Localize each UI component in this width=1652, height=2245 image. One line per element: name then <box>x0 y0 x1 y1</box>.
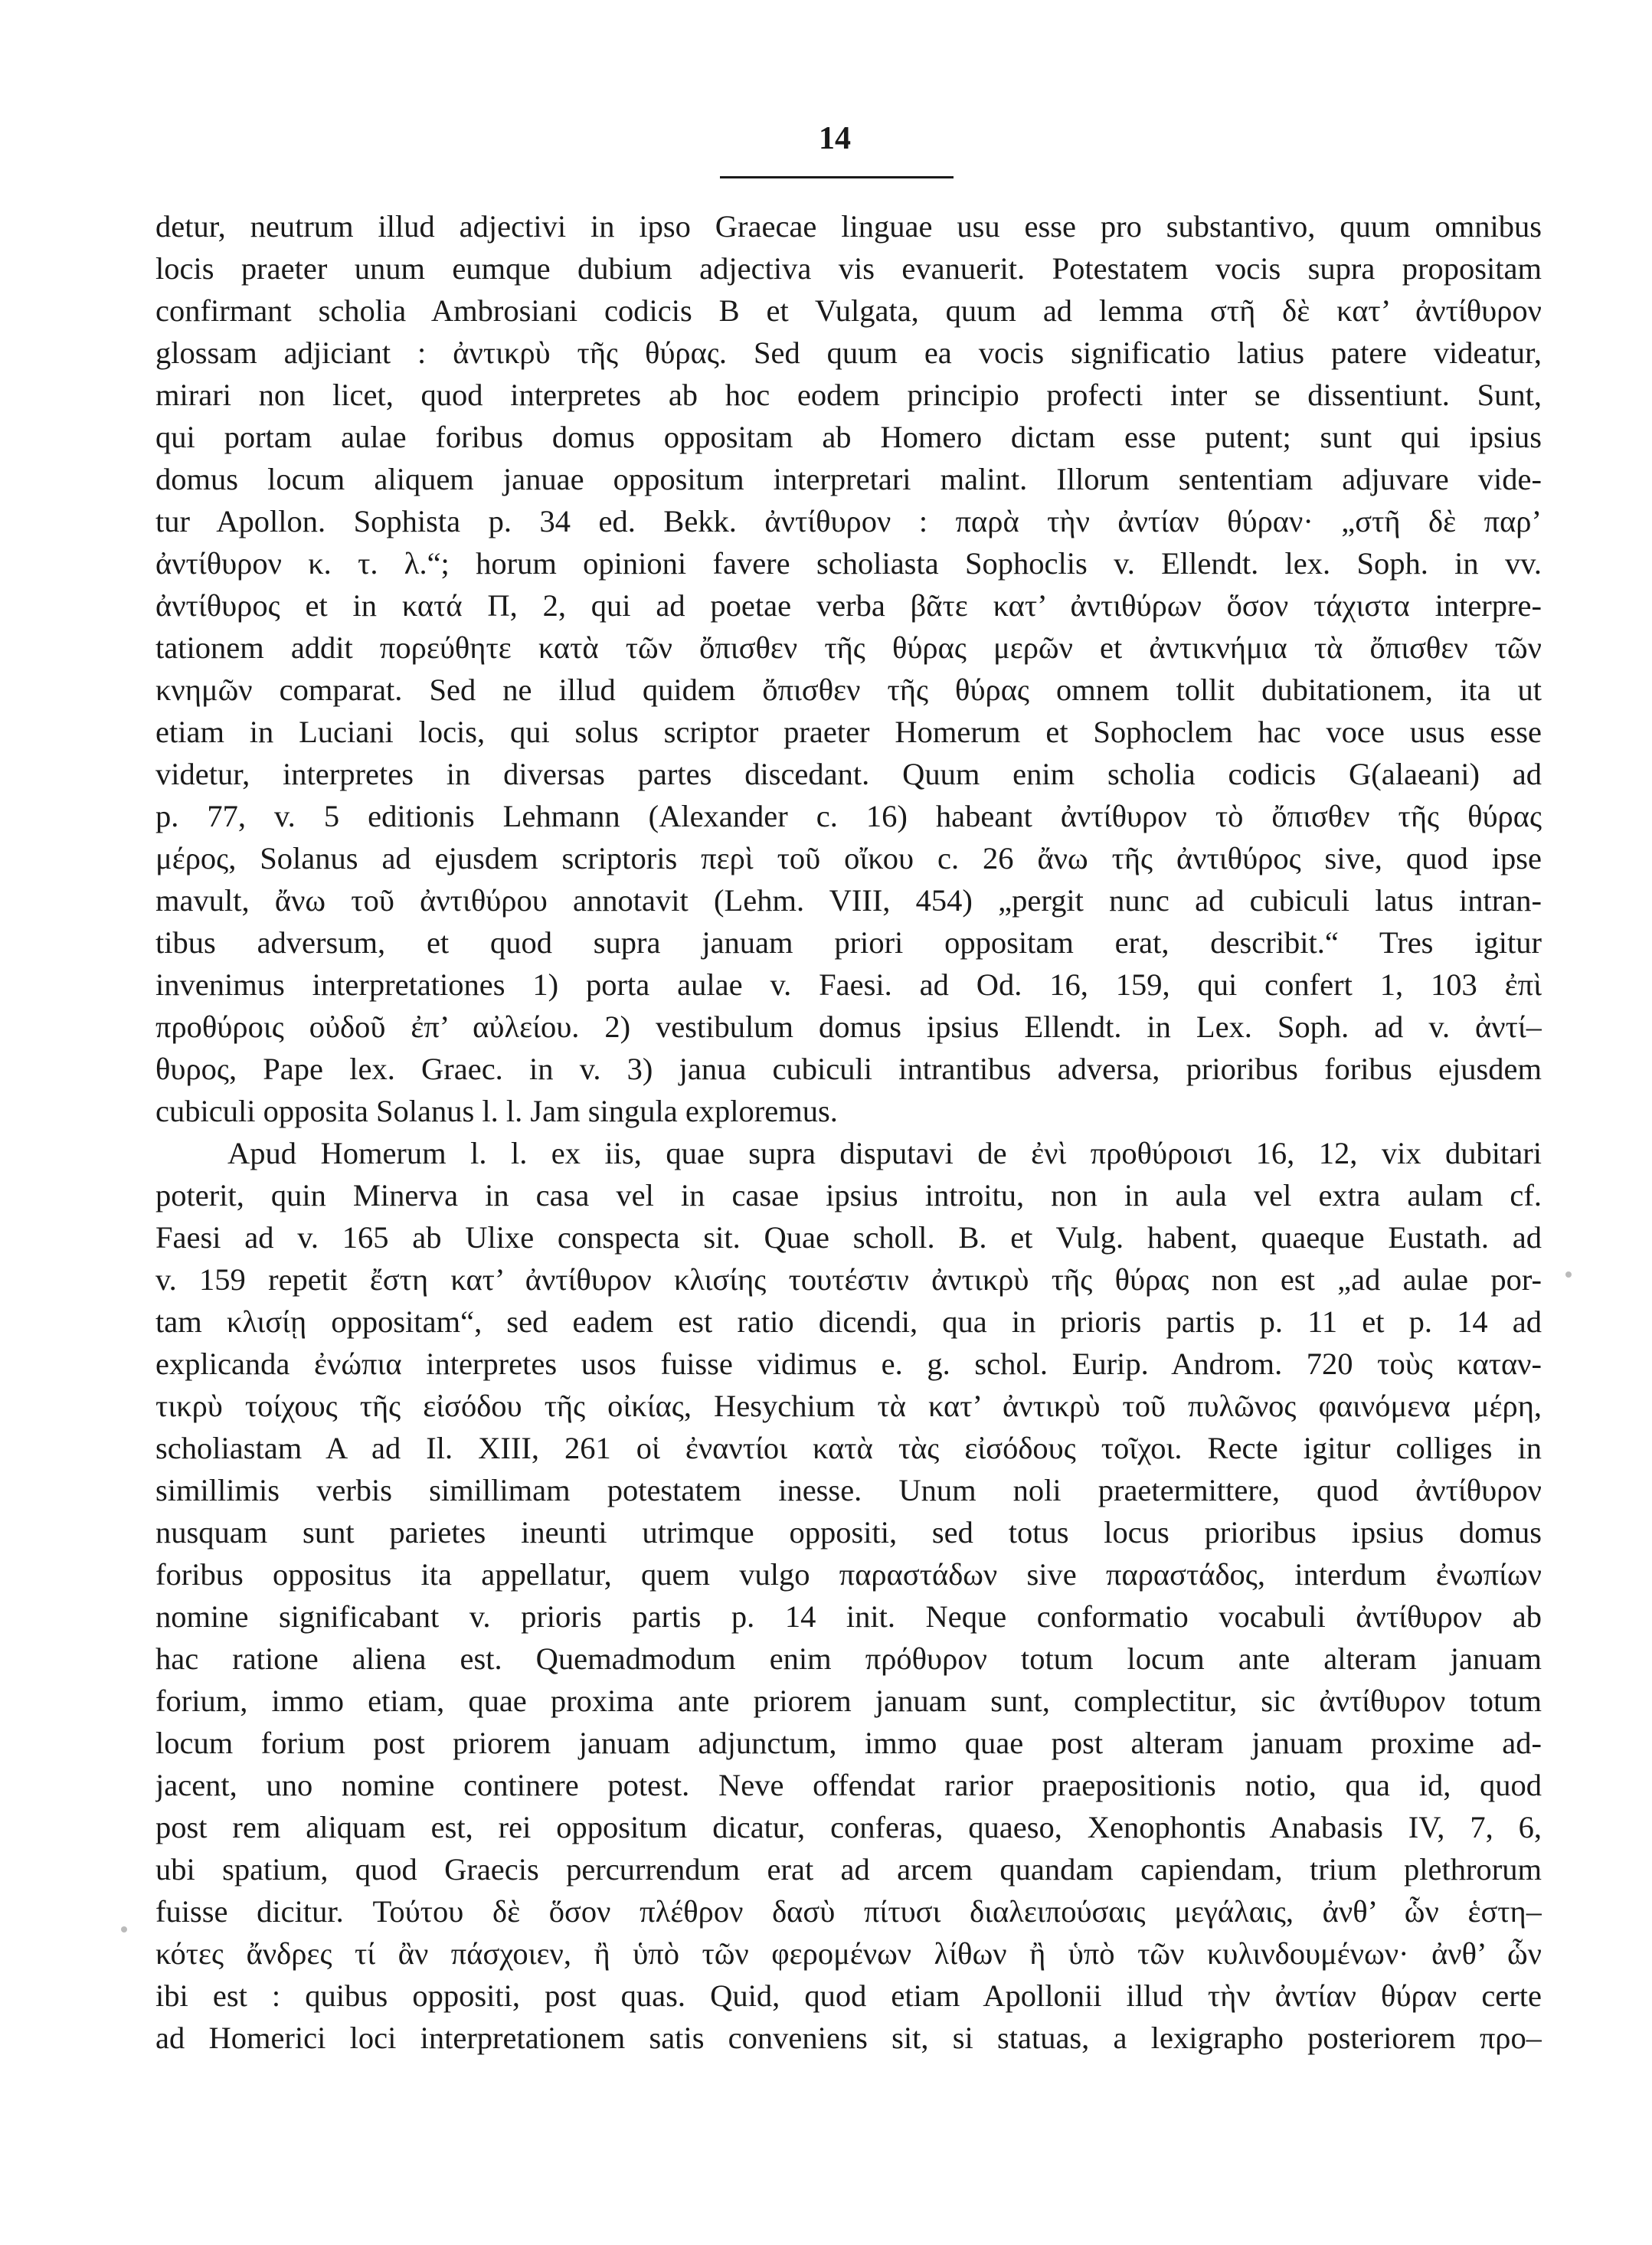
text-line: κνημῶν comparat. Sed ne illud quidem ὄπισθεν τῆς θύρας omnem tollit dubitationem, ita ut <box>155 673 1542 707</box>
text-line: p. 77, v. 5 editionis Lehmann (Alexander c. 16) habeant ἀντίθυρον τὸ ὄπισθεν τῆς θύρας <box>155 799 1542 833</box>
text-line: videtur, interpretes in diversas partes discedant. Quum enim scholia codicis G(alaeani) ad <box>155 757 1542 791</box>
text-line: Apud Homerum l. l. ex iis, quae supra disputavi de ἐνὶ προθύροισι 16, 12, vix dubitari <box>227 1136 1542 1170</box>
page-number: 14 <box>819 121 851 156</box>
text-line: nusquam sunt parietes ineunti utrimque oppositi, sed totus locus prioribus ipsius domus <box>155 1515 1542 1550</box>
text-line: fuisse dicitur. Τούτου δὲ ὅσον πλέθρον δασὺ πίτυσι διαλειπούσαις μεγάλαις, ἀνθ’ ὧν ἑστη– <box>155 1894 1542 1929</box>
text-line: mirari non licet, quod interpretes ab hoc eodem principio profecti inter se dissentiunt. Sunt, <box>155 378 1542 412</box>
text-line: ibi est : quibus oppositi, post quas. Quid, quod etiam Apollonii illud τὴν ἀντίαν θύραν certe <box>155 1978 1542 2013</box>
text-line: nomine significabant v. prioris partis p. 14 init. Neque conformatio vocabuli ἀντίθυρον ab <box>155 1599 1542 1634</box>
text-line: simillimis verbis simillimam potestatem inesse. Unum noli praetermittere, quod ἀντίθυρον <box>155 1473 1542 1507</box>
text-line: confirmant scholia Ambrosiani codicis B et Vulgata, quum ad lemma στῆ δὲ κατ’ ἀντίθυρον <box>155 293 1542 328</box>
text-line: mavult, ἄνω τοῦ ἀντιθύρου annotavit (Lehm. VIII, 454) „pergit nunc ad cubiculi latus intran- <box>155 883 1542 918</box>
header-rule <box>720 176 954 178</box>
text-line: tationem addit πορεύθητε κατὰ τῶν ὄπισθεν τῆς θύρας μερῶν et ἀντικνήμια τὰ ὄπισθεν τῶν <box>155 630 1542 665</box>
text-line: detur, neutrum illud adjectivi in ipso Graecae linguae usu esse pro substantivo, quum omnibus <box>155 209 1542 244</box>
text-line: forium, immo etiam, quae proxima ante priorem januam sunt, complectitur, sic ἀντίθυρον totum <box>155 1684 1542 1718</box>
text-line: tam κλισίῃ oppositam“, sed eadem est ratio dicendi, qua in prioris partis p. 11 et p. 14 ad <box>155 1304 1542 1339</box>
text-line: μέρος, Solanus ad ejusdem scriptoris περὶ τοῦ οἴκου c. 26 ἄνω τῆς ἀντιθύρος sive, quod ipse <box>155 841 1542 875</box>
text-line: invenimus interpretationes 1) porta aulae v. Faesi. ad Od. 16, 159, qui confert 1, 103 ἐπὶ <box>155 967 1542 1002</box>
text-line: tibus adversum, et quod supra januam priori oppositam erat, describit.“ Tres igitur <box>155 925 1542 960</box>
paragraph-2 <box>155 1132 1542 2059</box>
text-line: locis praeter unum eumque dubium adjectiva vis evanuerit. Potestatem vocis supra propositam <box>155 251 1542 286</box>
text-line: ἀντίθυρον κ. τ. λ.“; horum opinioni favere scholiasta Sophoclis v. Ellendt. lex. Soph. in vv. <box>155 546 1542 581</box>
text-line: Faesi ad v. 165 ab Ulixe conspecta sit. Quae scholl. B. et Vulg. habent, quaeque Eustath. ad <box>155 1220 1542 1255</box>
text-line: tur Apollon. Sophista p. 34 ed. Bekk. ἀντίθυρον : παρὰ τὴν ἀντίαν θύραν· „στῆ δὲ παρ’ <box>155 504 1542 538</box>
text-line: προθύροις οὐδοῦ ἐπ’ αὐλείου. 2) vestibulum domus ipsius Ellendt. in Lex. Soph. ad v. ἀντί– <box>155 1010 1542 1044</box>
scan-speck <box>121 1926 127 1932</box>
text-line: cubiculi opposita Solanus l. l. Jam singula exploremus. <box>155 1094 838 1128</box>
text-line: foribus oppositus ita appellatur, quem vulgo παραστάδων sive παραστάδος, interdum ἐνωπίων <box>155 1557 1542 1592</box>
text-line: qui portam aulae foribus domus oppositam ab Homero dictam esse putent; sunt qui ipsius <box>155 420 1542 454</box>
text-line: θυρος, Pape lex. Graec. in v. 3) janua cubiculi intrantibus adversa, prioribus foribus ejusdem <box>155 1052 1542 1086</box>
text-line: κότες ἄνδρες τί ἂν πάσχοιεν, ἢ ὑπὸ τῶν φερομένων λίθων ἢ ὑπὸ τῶν κυλινδουμένων· ἀνθ’ ὧν <box>155 1936 1542 1971</box>
text-line: scholiastam A ad Il. XIII, 261 οἱ ἐναντίοι κατὰ τὰς εἰσόδους τοῖχοι. Recte igitur colliges in <box>155 1431 1542 1465</box>
text-line: glossam adjiciant : ἀντικρὺ τῆς θύρας. Sed quum ea vocis significatio latius patere videatur, <box>155 335 1542 370</box>
text-line: ad Homerici loci interpretationem satis conveniens sit, si statuas, a lexigrapho posteriorem προ– <box>155 2021 1542 2055</box>
paragraph-1 <box>155 205 1542 1132</box>
text-line: ἀντίθυρος et in κατά Π, 2, qui ad poetae verba βᾶτε κατ’ ἀντιθύρων ὅσον τάχιστα interpre- <box>155 588 1542 623</box>
body-text <box>155 205 1542 2059</box>
text-line: poterit, quin Minerva in casa vel in casae ipsius introitu, non in aula vel extra aulam cf. <box>155 1178 1542 1212</box>
text-line: domus locum aliquem januae oppositum interpretari malint. Illorum sententiam adjuvare vide- <box>155 462 1542 496</box>
text-line: ubi spatium, quod Graecis percurrendum erat ad arcem quandam capiendam, trium plethrorum <box>155 1852 1542 1887</box>
text-line: etiam in Luciani locis, qui solus scriptor praeter Homerum et Sophoclem hac voce usus esse <box>155 715 1542 749</box>
text-line: explicanda ἐνώπια interpretes usos fuisse vidimus e. g. schol. Eurip. Androm. 720 τοὺς καταν- <box>155 1347 1542 1381</box>
text-line: hac ratione aliena est. Quemadmodum enim πρόθυρον totum locum ante alteram januam <box>155 1641 1542 1676</box>
text-line: locum forium post priorem januam adjunctum, immo quae post alteram januam proxime ad- <box>155 1726 1542 1760</box>
text-line: v. 159 repetit ἔστη κατ’ ἀντίθυρον κλισίης τουτέστιν ἀντικρὺ τῆς θύρας non est „ad aulae por- <box>155 1262 1542 1297</box>
text-line: τικρὺ τοίχους τῆς εἰσόδου τῆς οἰκίας, Hesychium τὰ κατ’ ἀντικρὺ τοῦ πυλῶνος φαινόμενα μέρη, <box>155 1389 1542 1423</box>
scan-speck <box>1565 1271 1572 1278</box>
text-line: post rem aliquam est, rei oppositum dicatur, conferas, quaeso, Xenophontis Anabasis IV, 7, 6, <box>155 1810 1542 1844</box>
text-line: jacent, uno nomine continere potest. Neve offendat rarior praepositionis notio, qua id, quod <box>155 1768 1542 1802</box>
